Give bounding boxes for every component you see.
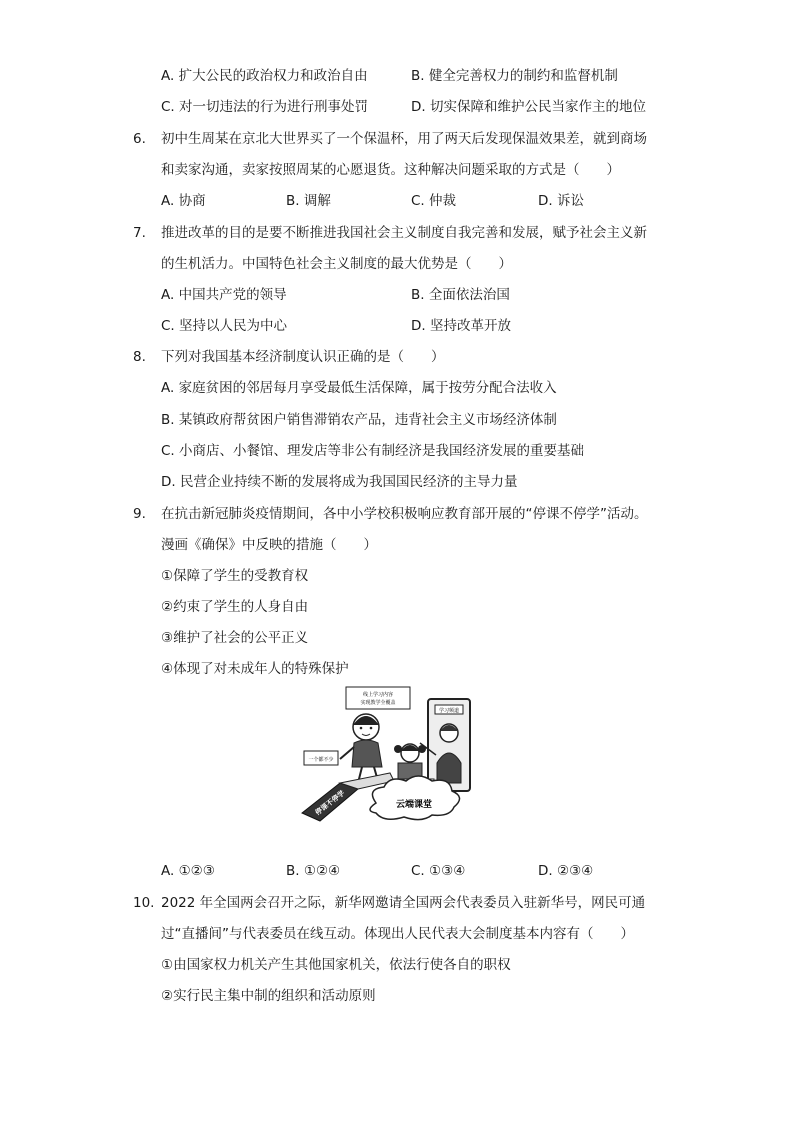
q6-option-c: C. 仲裁 — [411, 193, 457, 209]
q5-option-c: C. 对一切违法的行为进行刑事处罚 — [161, 99, 369, 115]
q9-statement-3: ③维护了社会的公平正义 — [161, 630, 309, 646]
cartoon-caption-line2: 实现教学全覆盖 — [360, 700, 396, 706]
q6-stem-line2: 和卖家沟通，卖家按照周某的心愿退货。这种解决问题采取的方式是（ ） — [161, 162, 620, 178]
q9-statement-1: ①保障了学生的受教育权 — [161, 568, 309, 584]
q8-number: 8. — [133, 349, 146, 365]
cartoon-screen-label: 学习频道 — [438, 708, 460, 714]
q7-number: 7. — [133, 225, 146, 241]
q10-number: 10. — [133, 895, 155, 911]
q6-option-b: B. 调解 — [286, 193, 331, 209]
q9-option-a: A. ①②③ — [161, 863, 215, 879]
q10-stem-line2: 过“直播间”与代表委员在线互动。体现出人民代表大会制度基本内容有（ ） — [161, 926, 634, 942]
q9-cartoon-illustration — [300, 683, 490, 825]
q6-stem-line1: 初中生周某在京北大世界买了一个保温杯，用了两天后发现保温效果差，就到商场 — [161, 131, 647, 147]
q9-stem-line1: 在抗击新冠肺炎疫情期间，各中小学校积极响应教育部开展的“停课不停学”活动。 — [161, 506, 648, 522]
q9-stem-line2: 漫画《确保》中反映的措施（ ） — [161, 537, 377, 553]
q5-option-d: D. 切实保障和维护公民当家作主的地位 — [411, 99, 646, 115]
q7-stem-line1: 推进改革的目的是要不断推进我国社会主义制度自我完善和发展，赋予社会主义新 — [161, 225, 647, 241]
q9-statement-2: ②约束了学生的人身自由 — [161, 599, 309, 615]
q6-number: 6. — [133, 131, 146, 147]
q10-statement-2: ②实行民主集中制的组织和活动原则 — [161, 988, 376, 1004]
q9-option-b: B. ①②④ — [286, 863, 341, 879]
q9-option-c: C. ①③④ — [411, 863, 466, 879]
q5-option-a: A. 扩大公民的政治权力和政治自由 — [161, 68, 368, 84]
q8-option-c: C. 小商店、小餐馆、理发店等非公有制经济是我国经济发展的重要基础 — [161, 443, 585, 459]
cartoon-caption-line1: 线上学习内容 — [362, 692, 394, 698]
q5-option-b: B. 健全完善权力的制约和监督机制 — [411, 68, 618, 84]
q7-option-b: B. 全面依法治国 — [411, 287, 510, 303]
cartoon-speech-text: 一个都不少 — [308, 757, 334, 763]
q7-option-c: C. 坚持以人民为中心 — [161, 318, 288, 334]
q9-statement-4: ④体现了对未成年人的特殊保护 — [161, 661, 349, 677]
q7-option-a: A. 中国共产党的领导 — [161, 287, 287, 303]
q8-option-b: B. 某镇政府帮贫困户销售滞销农产品，违背社会主义市场经济体制 — [161, 412, 557, 428]
q6-option-d: D. 诉讼 — [538, 193, 584, 209]
q7-stem-line2: 的生机活力。中国特色社会主义制度的最大优势是（ ） — [161, 256, 512, 272]
q10-stem-line1: 2022 年全国两会召开之际，新华网邀请全国两会代表委员入驻新华号，网民可通 — [161, 895, 646, 911]
q8-stem-line1: 下列对我国基本经济制度认识正确的是（ ） — [161, 349, 445, 365]
q8-option-a: A. 家庭贫困的邻居每月享受最低生活保障，属于按劳分配合法收入 — [161, 380, 557, 396]
q9-option-d: D. ②③④ — [538, 863, 594, 879]
q6-option-a: A. 协商 — [161, 193, 206, 209]
cartoon-cloud-label: 云端课堂 — [395, 800, 433, 810]
q9-number: 9. — [133, 506, 146, 522]
q7-option-d: D. 坚持改革开放 — [411, 318, 511, 334]
q10-statement-1: ①由国家权力机关产生其他国家机关，依法行使各自的职权 — [161, 957, 511, 973]
cartoon-sign-text: 停课不停学 — [313, 789, 347, 817]
q8-option-d: D. 民营企业持续不断的发展将成为我国国民经济的主导力量 — [161, 474, 518, 490]
